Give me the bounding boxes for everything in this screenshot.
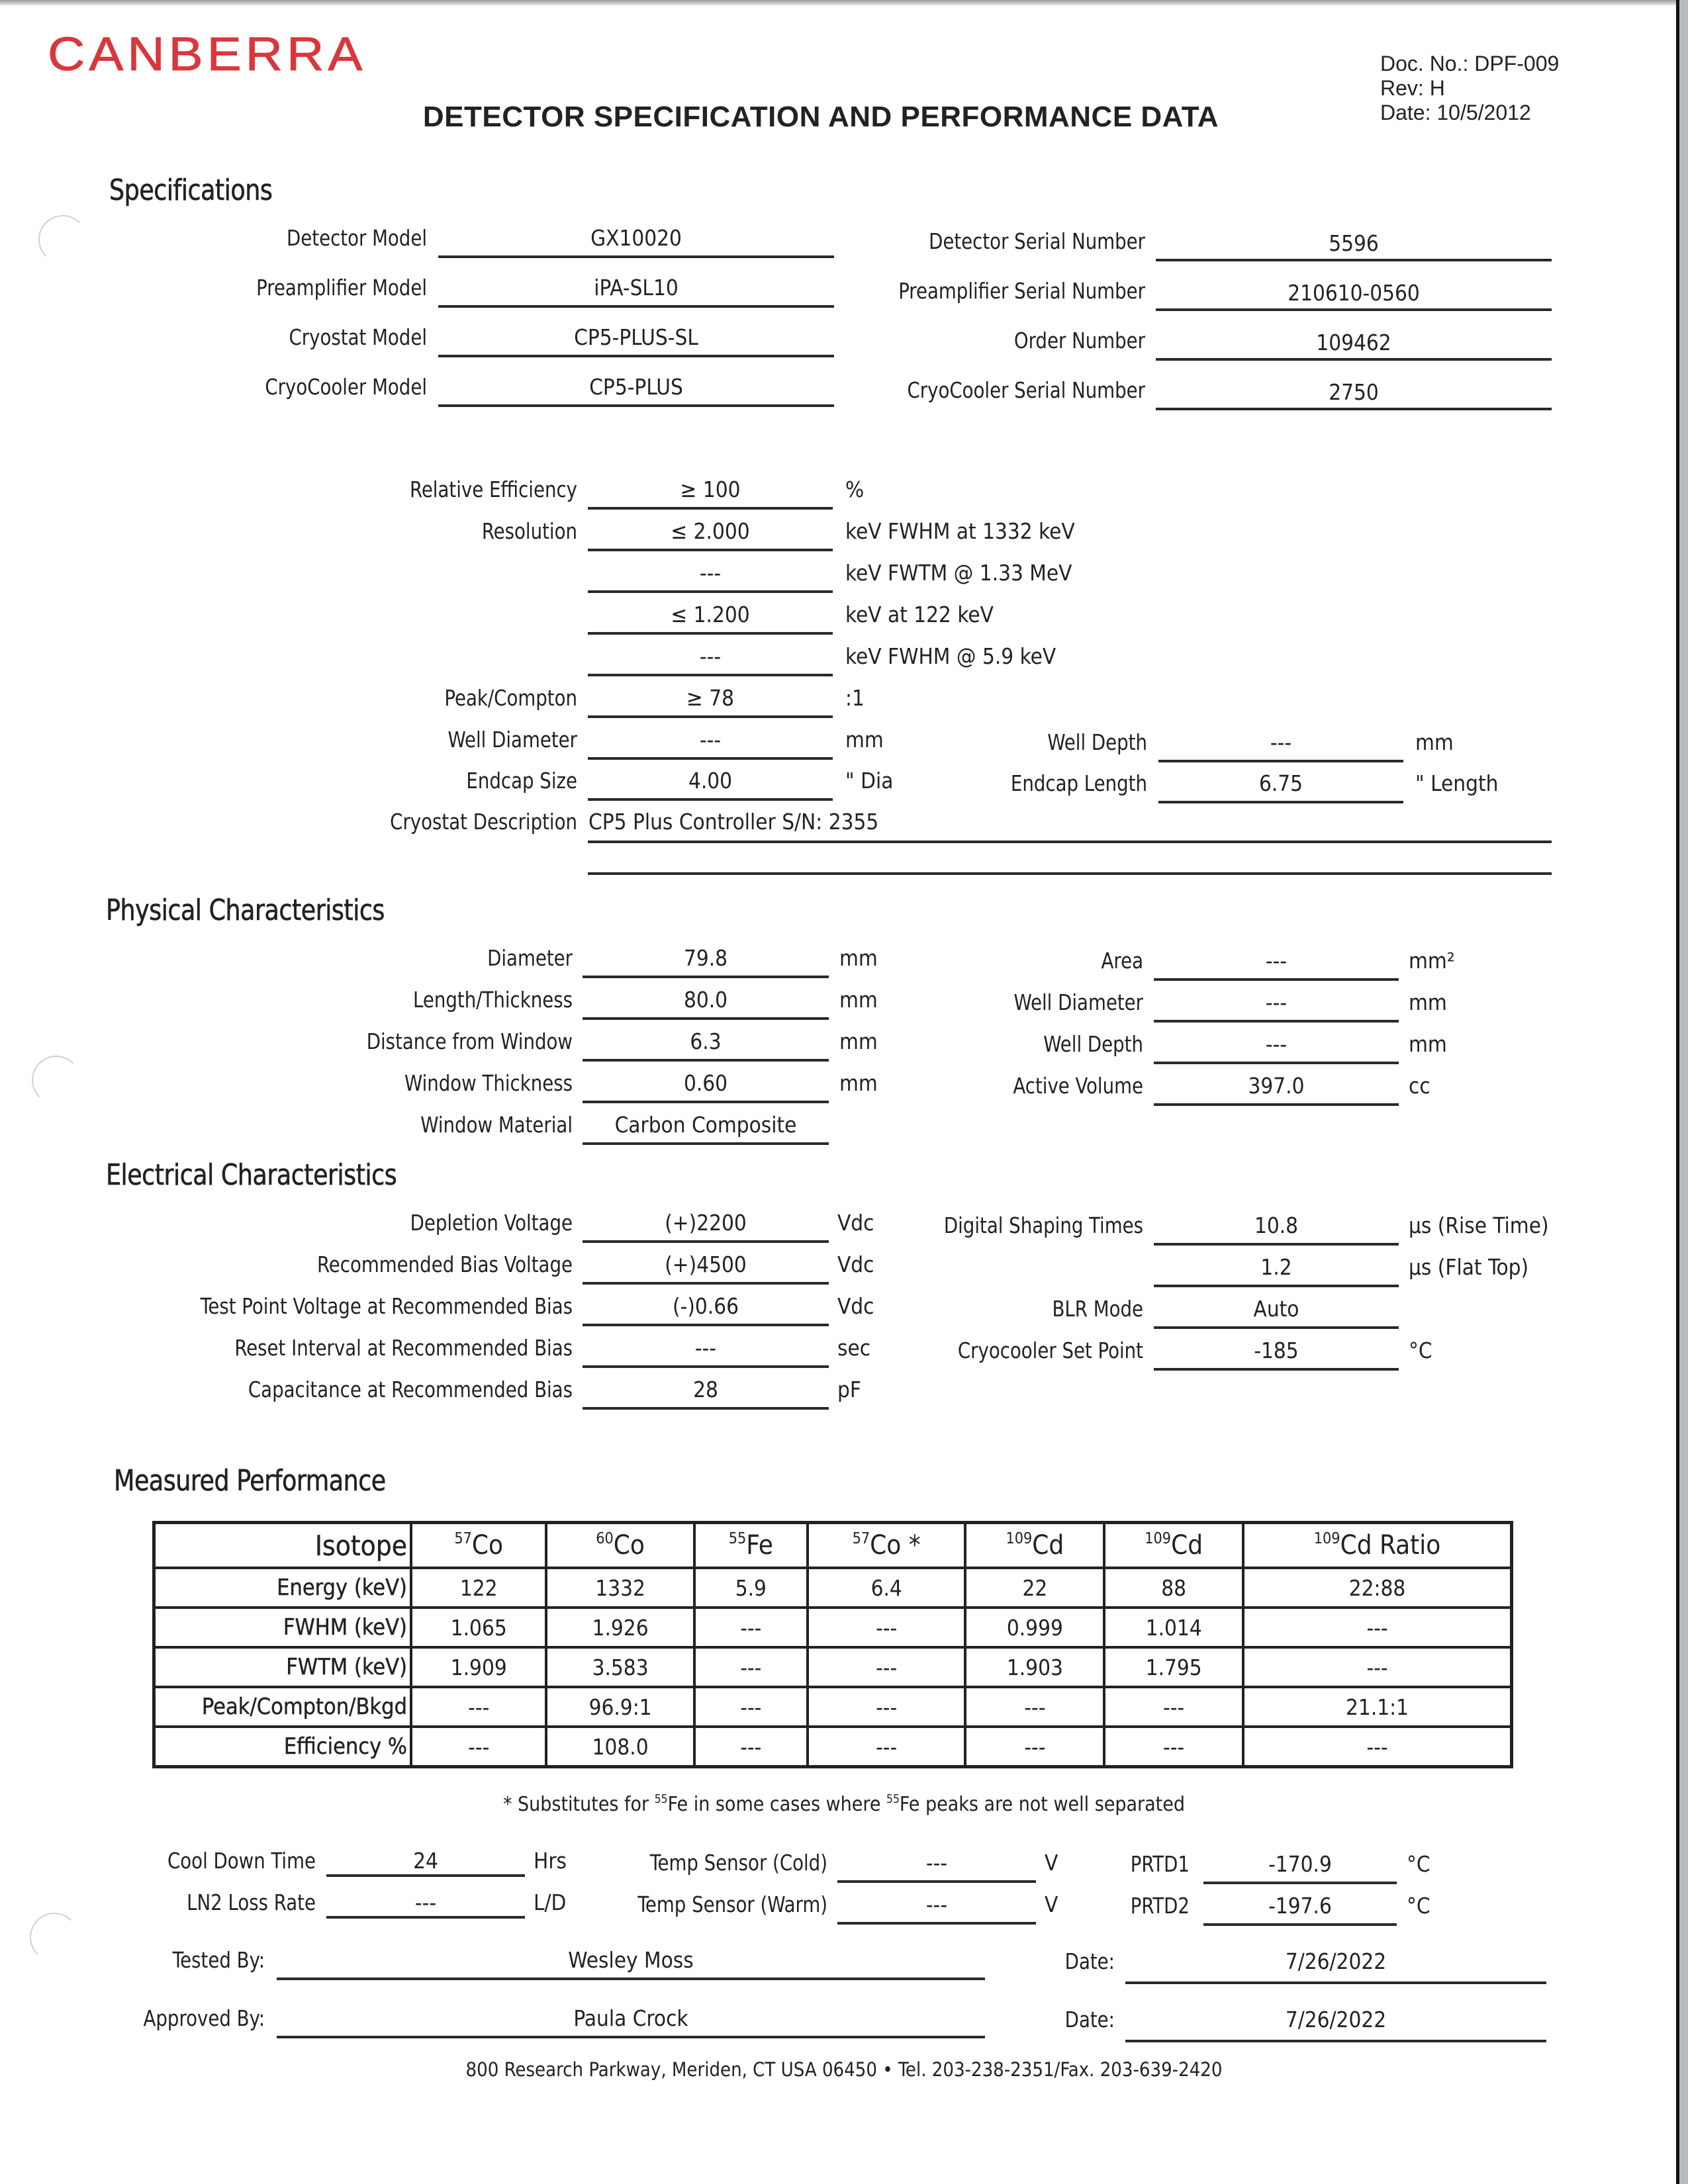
prtd2-underline — [1203, 1923, 1397, 1926]
well-depth-underline — [1158, 760, 1403, 762]
endcap-size-label: Endcap Size — [466, 768, 577, 794]
doc-number: Doc. No.: DPF-009 — [1380, 52, 1560, 75]
doc-revision: Rev: H — [1380, 76, 1445, 100]
isotope-symbol: Cd — [1032, 1530, 1064, 1561]
phys-left-1-value: 80.0 — [683, 987, 728, 1013]
well-diameter-underline — [588, 757, 833, 760]
phys-left-3-underline — [583, 1101, 829, 1103]
endcap-length-label: Endcap Length — [1010, 770, 1147, 796]
table-cell: 108.0 — [546, 1727, 694, 1767]
phys-left-2-label: Distance from Window — [366, 1028, 573, 1054]
well-diameter-unit: mm — [845, 727, 884, 752]
approved-date-underline — [1125, 2040, 1546, 2042]
specifications-heading: Specifications — [109, 173, 273, 207]
well-depth-unit: mm — [1415, 729, 1454, 755]
elec-left-0-unit: Vdc — [837, 1210, 874, 1236]
prtd2-unit: °C — [1407, 1893, 1430, 1919]
spec-left-0-label: Detector Model — [287, 225, 427, 251]
perf-spec-0-value: ≥ 100 — [680, 477, 741, 502]
prtd2-value: -197.6 — [1268, 1893, 1332, 1919]
well-diameter-value: --- — [699, 727, 722, 752]
elec-left-0-value: (+)2200 — [665, 1210, 747, 1236]
table-row — [154, 1647, 1512, 1687]
table-cell: --- — [1243, 1647, 1511, 1687]
perf-spec-2-underline — [588, 590, 833, 593]
table-cell: --- — [808, 1687, 966, 1727]
elec-left-3-underline — [583, 1365, 829, 1368]
row-label: FWTM (keV) — [154, 1647, 412, 1687]
phys-left-2-value: 6.3 — [690, 1028, 722, 1054]
footnote-text: Fe peaks are not well separated — [899, 1793, 1186, 1816]
cool-down-time-label: Cool Down Time — [167, 1848, 316, 1874]
phys-right-3-label: Active Volume — [1013, 1073, 1143, 1099]
approved-by-label: Approved By: — [143, 2005, 265, 2031]
perf-spec-4-underline — [588, 674, 833, 676]
spec-right-1-underline — [1156, 308, 1552, 311]
phys-left-2-underline — [583, 1059, 829, 1062]
perf-spec-4-unit: keV FWHM @ 5.9 keV — [845, 643, 1056, 669]
hole-punch-mark — [32, 1056, 81, 1105]
tested-date-underline — [1125, 1981, 1546, 1984]
table-cell: 122 — [411, 1568, 546, 1608]
table-cell: --- — [694, 1608, 808, 1647]
approved-by-underline — [277, 2036, 985, 2038]
table-cell: --- — [1243, 1608, 1511, 1647]
phys-left-1-unit: mm — [839, 987, 878, 1013]
table-cell: --- — [694, 1647, 808, 1687]
approved-by-value: Paula Crock — [573, 2005, 688, 2031]
spec-right-0-value: 5596 — [1329, 230, 1379, 256]
approved-date-value: 7/26/2022 — [1285, 2007, 1387, 2032]
prtd1-underline — [1203, 1882, 1397, 1884]
spec-left-3-label: CryoCooler Model — [265, 374, 427, 400]
table-cell: 3.583 — [546, 1647, 694, 1687]
footnote-superscript: 55 — [886, 1792, 900, 1806]
elec-right-0-underline — [1154, 1243, 1399, 1246]
table-cell: --- — [411, 1687, 546, 1727]
elec-left-4-underline — [583, 1407, 829, 1410]
isotope-header-2 — [694, 1523, 808, 1569]
spec-right-3-value: 2750 — [1329, 379, 1379, 405]
phys-left-4-label: Window Material — [420, 1112, 573, 1138]
elec-left-2-unit: Vdc — [837, 1293, 874, 1319]
elec-right-0-label: Digital Shaping Times — [943, 1212, 1143, 1238]
perf-spec-0-underline — [588, 507, 833, 510]
tested-date-value: 7/26/2022 — [1285, 1948, 1387, 1974]
table-cell: --- — [694, 1727, 808, 1767]
row-label: FWHM (keV) — [154, 1608, 412, 1647]
table-cell: 1.909 — [411, 1647, 546, 1687]
elec-right-3-label: Cryocooler Set Point — [957, 1338, 1143, 1363]
spec-left-1-value: iPA-SL10 — [594, 275, 679, 300]
elec-left-1-underline — [583, 1282, 829, 1285]
tested-by-underline — [277, 1978, 985, 1980]
phys-right-1-label: Well Diameter — [1013, 989, 1143, 1015]
table-cell: 22 — [965, 1568, 1104, 1608]
table-cell: --- — [808, 1608, 966, 1647]
elec-right-1-unit: µs (Flat Top) — [1409, 1254, 1529, 1280]
elec-left-2-value: (-)0.66 — [673, 1293, 739, 1319]
perf-spec-5-label: Peak/Compton — [444, 685, 577, 711]
perf-spec-3-value: ≤ 1.200 — [671, 602, 750, 627]
elec-right-3-unit: °C — [1409, 1338, 1432, 1363]
document-title: DETECTOR SPECIFICATION AND PERFORMANCE DATA — [422, 101, 1219, 133]
well-diameter-label: Well Diameter — [447, 727, 577, 752]
prtd1-value: -170.9 — [1268, 1851, 1332, 1877]
isotope-mass-number: 60 — [596, 1529, 614, 1547]
elec-left-0-label: Depletion Voltage — [410, 1210, 573, 1236]
perf-spec-3-underline — [588, 632, 833, 635]
phys-left-0-value: 79.8 — [683, 945, 728, 971]
spec-right-2-underline — [1156, 358, 1552, 361]
phys-right-1-underline — [1154, 1020, 1399, 1023]
temp-sensor-warm-value: --- — [925, 1891, 948, 1917]
elec-left-2-label: Test Point Voltage at Recommended Bias — [200, 1293, 573, 1319]
phys-left-2-unit: mm — [839, 1028, 878, 1054]
table-cell: --- — [694, 1687, 808, 1727]
phys-right-0-unit: mm² — [1409, 948, 1455, 974]
temp-sensor-warm-unit: V — [1045, 1891, 1058, 1917]
table-cell: 1.065 — [411, 1608, 546, 1647]
elec-left-1-value: (+)4500 — [665, 1251, 747, 1277]
spec-right-3-label: CryoCooler Serial Number — [907, 377, 1145, 403]
endcap-size-value: 4.00 — [688, 768, 733, 794]
footnote-superscript: 55 — [654, 1792, 668, 1806]
isotope-symbol: Co — [613, 1530, 645, 1561]
cool-down-time-value: 24 — [413, 1848, 438, 1874]
isotope-symbol: Co — [471, 1530, 504, 1561]
isotope-symbol: Cd — [1340, 1530, 1372, 1561]
elec-left-3-value: --- — [694, 1335, 717, 1361]
isotope-header-1 — [546, 1523, 694, 1569]
phys-right-0-value: --- — [1265, 948, 1288, 974]
endcap-length-value: 6.75 — [1258, 770, 1303, 796]
elec-left-3-unit: sec — [837, 1335, 871, 1361]
isotope-symbol: Co — [870, 1530, 902, 1561]
measured-performance-heading: Measured Performance — [114, 1464, 386, 1498]
isotope-header-0 — [411, 1523, 546, 1569]
elec-right-1-value: 1.2 — [1260, 1254, 1292, 1280]
elec-left-1-label: Recommended Bias Voltage — [317, 1251, 573, 1277]
scan-top-edge — [0, 0, 1688, 5]
elec-left-0-underline — [583, 1240, 829, 1243]
phys-right-3-unit: cc — [1409, 1073, 1430, 1099]
measured-performance-table — [152, 1521, 1513, 1768]
elec-left-4-label: Capacitance at Recommended Bias — [248, 1377, 573, 1402]
phys-left-0-label: Diameter — [487, 945, 573, 971]
elec-left-4-value: 28 — [693, 1377, 718, 1402]
perf-spec-4-value: --- — [699, 643, 722, 669]
isotope-mass-number: 109 — [1313, 1529, 1340, 1547]
table-cell: --- — [808, 1727, 966, 1767]
phys-right-2-underline — [1154, 1062, 1399, 1064]
endcap-length-unit: " Length — [1415, 770, 1499, 796]
table-cell: --- — [808, 1647, 966, 1687]
elec-right-2-underline — [1154, 1326, 1399, 1329]
spec-right-1-label: Preamplifier Serial Number — [898, 278, 1145, 304]
temp-sensor-cold-value: --- — [925, 1850, 948, 1876]
table-cell: --- — [965, 1687, 1104, 1727]
table-cell: 5.9 — [694, 1568, 808, 1608]
temp-sensor-warm-label: Temp Sensor (Warm) — [637, 1891, 827, 1917]
well-depth-value: --- — [1270, 729, 1292, 755]
footnote — [0, 1793, 1688, 1816]
row-label: Energy (keV) — [154, 1568, 412, 1608]
isotope-mass-number: 57 — [454, 1529, 472, 1547]
tested-by-value: Wesley Moss — [568, 1947, 694, 1973]
isotope-header-5 — [1104, 1523, 1243, 1569]
elec-left-2-underline — [583, 1324, 829, 1326]
phys-right-2-value: --- — [1265, 1031, 1288, 1057]
isotope-header: Isotope — [154, 1523, 412, 1569]
perf-spec-2-value: --- — [699, 560, 722, 586]
elec-right-0-unit: µs (Rise Time) — [1409, 1212, 1549, 1238]
elec-right-0-value: 10.8 — [1254, 1212, 1299, 1238]
tested-by-label: Tested By: — [172, 1947, 265, 1973]
table-cell: 88 — [1104, 1568, 1243, 1608]
table-cell: --- — [1104, 1727, 1243, 1767]
cryostat-description-underline-2 — [588, 872, 1552, 875]
endcap-size-unit: " Dia — [845, 768, 894, 794]
table-cell: 0.999 — [965, 1608, 1104, 1647]
scan-right-edge — [1676, 0, 1688, 2184]
elec-right-2-label: BLR Mode — [1052, 1296, 1143, 1322]
table-row — [154, 1727, 1512, 1767]
phys-left-1-label: Length/Thickness — [413, 987, 573, 1013]
table-cell: --- — [1104, 1687, 1243, 1727]
table-cell: 1.795 — [1104, 1647, 1243, 1687]
spec-right-2-value: 109462 — [1316, 330, 1391, 355]
physical-heading: Physical Characteristics — [106, 893, 385, 927]
spec-left-3-underline — [438, 404, 834, 407]
well-depth-label: Well Depth — [1047, 729, 1147, 755]
footnote-text: Fe in some cases where — [667, 1793, 887, 1816]
prtd1-unit: °C — [1407, 1851, 1430, 1877]
phys-left-3-unit: mm — [839, 1070, 878, 1096]
phys-left-3-label: Window Thickness — [404, 1070, 573, 1096]
isotope-mass-number: 57 — [852, 1529, 870, 1547]
table-cell: --- — [411, 1727, 546, 1767]
cool-down-time-unit: Hrs — [534, 1848, 567, 1874]
table-row — [154, 1608, 1512, 1647]
table-cell: 1332 — [546, 1568, 694, 1608]
phys-right-0-label: Area — [1101, 948, 1143, 974]
isotope-suffix: Ratio — [1372, 1530, 1441, 1561]
isotope-symbol: Cd — [1171, 1530, 1203, 1561]
table-cell: 22:88 — [1243, 1568, 1511, 1608]
spec-left-2-underline — [438, 355, 834, 357]
ln2-loss-rate-unit: L/D — [534, 1889, 567, 1915]
company-address-footer: 800 Research Parkway, Meriden, CT USA 06450 • Tel. 203-238-2351/Fax. 203-639-2420 — [465, 2058, 1223, 2081]
isotope-header-6 — [1243, 1523, 1511, 1569]
spec-right-3-underline — [1156, 408, 1552, 410]
spec-right-1-value: 210610-0560 — [1288, 280, 1420, 306]
phys-right-3-value: 397.0 — [1248, 1073, 1305, 1099]
elec-right-1-underline — [1154, 1285, 1399, 1287]
table-cell: 96.9:1 — [546, 1687, 694, 1727]
perf-spec-3-unit: keV at 122 keV — [845, 602, 994, 627]
spec-left-2-label: Cryostat Model — [289, 324, 427, 350]
isotope-mass-number: 109 — [1145, 1529, 1172, 1547]
perf-spec-1-value: ≤ 2.000 — [671, 518, 750, 544]
phys-left-0-underline — [583, 976, 829, 978]
isotope-symbol: Fe — [746, 1530, 773, 1561]
electrical-heading: Electrical Characteristics — [106, 1158, 397, 1192]
phys-right-0-underline — [1154, 978, 1399, 981]
table-cell: 1.926 — [546, 1608, 694, 1647]
approved-date-label: Date: — [1064, 2007, 1115, 2032]
isotope-mass-number: 55 — [728, 1529, 747, 1547]
isotope-suffix: * — [901, 1530, 921, 1561]
table-cell: 1.014 — [1104, 1608, 1243, 1647]
table-row — [154, 1568, 1512, 1608]
spec-left-1-underline — [438, 305, 834, 308]
perf-spec-1-unit: keV FWHM at 1332 keV — [845, 518, 1075, 544]
phys-right-1-value: --- — [1265, 989, 1288, 1015]
table-row — [154, 1687, 1512, 1727]
endcap-length-underline — [1158, 801, 1403, 803]
temp-sensor-cold-unit: V — [1045, 1850, 1058, 1876]
perf-spec-5-value: ≥ 78 — [686, 685, 735, 711]
phys-left-0-unit: mm — [839, 945, 878, 971]
spec-right-0-label: Detector Serial Number — [929, 228, 1145, 254]
table-cell: 21.1:1 — [1243, 1687, 1511, 1727]
spec-right-2-label: Order Number — [1013, 328, 1145, 353]
phys-left-1-underline — [583, 1017, 829, 1020]
perf-spec-5-underline — [588, 715, 833, 718]
table-cell: 6.4 — [808, 1568, 966, 1608]
perf-spec-1-underline — [588, 549, 833, 551]
spec-left-0-value: GX10020 — [590, 225, 682, 251]
perf-spec-0-label: Relative Efficiency — [410, 477, 577, 502]
spec-right-0-underline — [1156, 259, 1552, 261]
phys-right-2-label: Well Depth — [1043, 1031, 1143, 1057]
isotope-mass-number: 109 — [1006, 1529, 1033, 1547]
isotope-header-4 — [965, 1523, 1104, 1569]
spec-left-3-value: CP5-PLUS — [589, 374, 683, 400]
canberra-logo: CANBERRA — [48, 26, 367, 81]
ln2-loss-rate-value: --- — [414, 1889, 437, 1915]
prtd2-label: PRTD2 — [1130, 1893, 1190, 1919]
table-cell: --- — [1243, 1727, 1511, 1767]
phys-right-2-unit: mm — [1409, 1031, 1447, 1057]
elec-left-4-unit: pF — [837, 1377, 861, 1402]
perf-spec-2-unit: keV FWTM @ 1.33 MeV — [845, 560, 1072, 586]
spec-left-0-underline — [438, 255, 834, 258]
phys-left-4-underline — [583, 1142, 829, 1145]
elec-left-3-label: Reset Interval at Recommended Bias — [234, 1335, 573, 1361]
elec-right-3-value: -185 — [1254, 1338, 1299, 1363]
phys-right-1-unit: mm — [1409, 989, 1447, 1015]
endcap-size-underline — [588, 798, 833, 801]
phys-left-4-value: Carbon Composite — [614, 1112, 797, 1138]
spec-left-1-label: Preamplifier Model — [256, 275, 427, 300]
table-cell: 1.903 — [965, 1647, 1104, 1687]
doc-date: Date: 10/5/2012 — [1380, 101, 1531, 124]
temp-sensor-cold-underline — [837, 1880, 1036, 1883]
elec-left-1-unit: Vdc — [837, 1251, 874, 1277]
elec-right-3-underline — [1154, 1368, 1399, 1371]
temp-sensor-cold-label: Temp Sensor (Cold) — [649, 1850, 827, 1876]
phys-right-3-underline — [1154, 1103, 1399, 1106]
cryostat-description-underline — [588, 841, 1552, 843]
perf-spec-1-label: Resolution — [481, 518, 577, 544]
elec-right-2-value: Auto — [1253, 1296, 1299, 1322]
footnote-text: * Substitutes for — [502, 1793, 655, 1816]
prtd1-label: PRTD1 — [1130, 1851, 1190, 1877]
temp-sensor-warm-underline — [837, 1922, 1036, 1925]
row-label: Efficiency % — [154, 1727, 412, 1767]
isotope-header-3 — [808, 1523, 966, 1569]
cryostat-description-value: CP5 Plus Controller S/N: 2355 — [588, 809, 879, 835]
table-cell: --- — [965, 1727, 1104, 1767]
perf-spec-0-unit: % — [845, 477, 865, 502]
tested-date-label: Date: — [1064, 1948, 1115, 1974]
row-label: Peak/Compton/Bkgd — [154, 1687, 412, 1727]
phys-left-3-value: 0.60 — [683, 1070, 728, 1096]
table-header-row — [154, 1523, 1512, 1569]
spec-left-2-value: CP5-PLUS-SL — [574, 324, 698, 350]
perf-spec-5-unit: :1 — [845, 685, 865, 711]
cryostat-description-label: Cryostat Description — [390, 809, 577, 835]
ln2-loss-rate-label: LN2 Loss Rate — [187, 1889, 316, 1915]
